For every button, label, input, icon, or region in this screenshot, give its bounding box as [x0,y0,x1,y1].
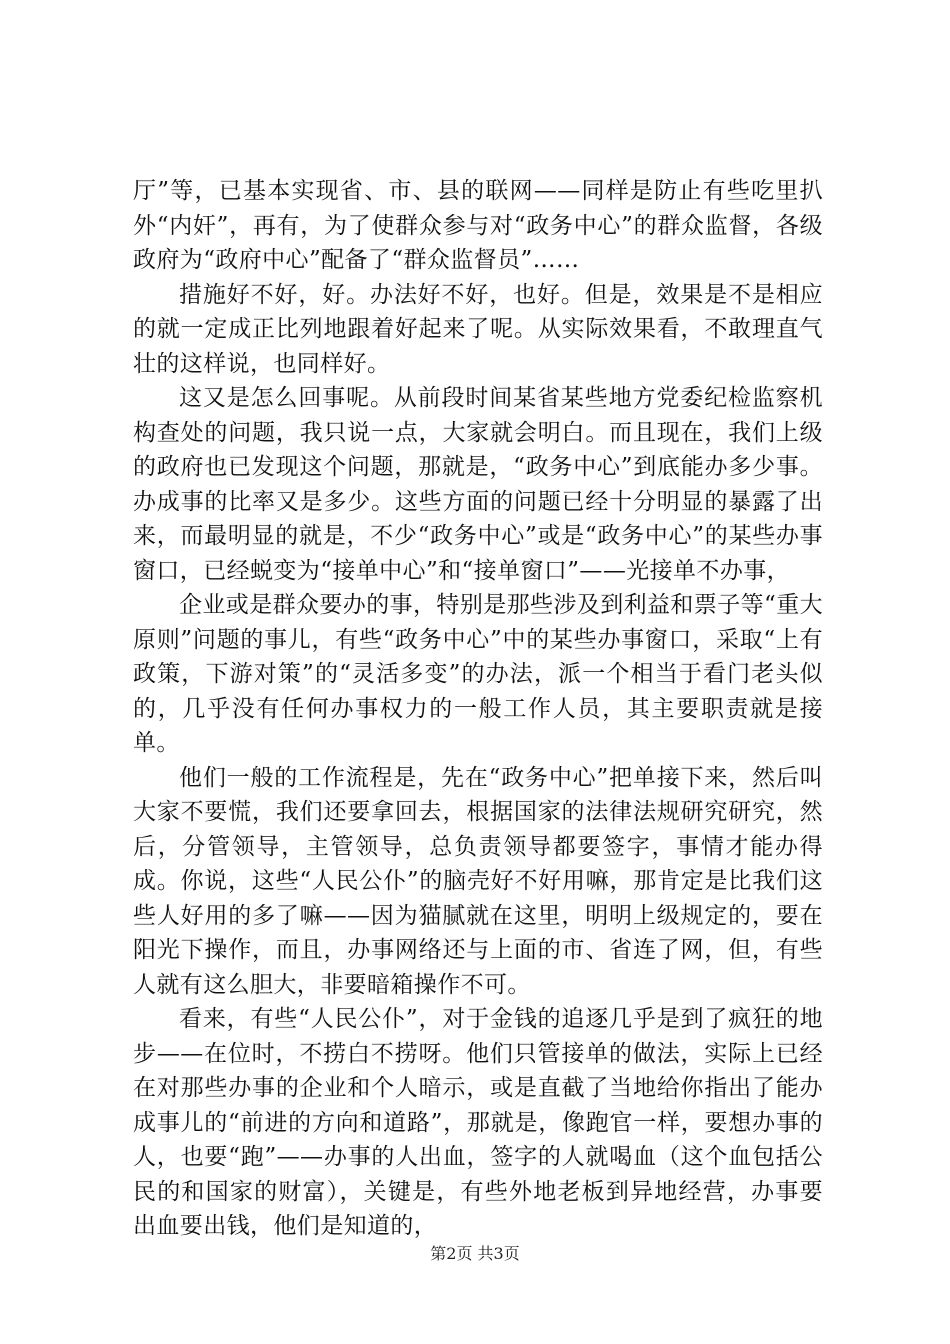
paragraph-5: 他们一般的工作流程是，先在“政务中心”把单接下来，然后叫大家不要慌，我们还要拿回去，根据国家的法律法规研究研究，然后，分管领导，主管领导，总负责领导都要签字，事情才能办得成。你说，这些“人民公仆”的脑壳好不好用嘛，那肯定是比我们这些人好用的多了嘛——因为猫腻就在这里，明明上级规定的，要在阳光下操作，而且，办事网络还与上面的市、省连了网，但，有些人就有这么胆大，非要暗箱操作不可。 [133,764,823,998]
paragraph-4: 企业或是群众要办的事，特别是那些涉及到利益和票子等“重大原则”问题的事儿，有些“政务中心”中的某些办事窗口，采取“上有政策，下游对策”的“灵活多变”的办法，派一个相当于看门老头似的，几乎没有任何办事权力的一般工作人员，其主要职责就是接单。 [133,592,823,756]
paragraph-3: 这又是怎么回事呢。从前段时间某省某些地方党委纪检监察机构查处的问题，我只说一点，大家就会明白。而且现在，我们上级的政府也已发现这个问题，那就是，“政务中心”到底能办多少事。办成事的比率又是多少。这些方面的问题已经十分明显的暴露了出来，而最明显的就是，不少“政务中心”或是“政务中心”的某些办事窗口，已经蜕变为“接单中心”和“接单窗口”——光接单不办事， [133,385,823,584]
paragraph-2: 措施好不好，好。办法好不好，也好。但是，效果是不是相应的就一定成正比列地跟着好起来了呢。从实际效果看，不敢理直气壮的这样说，也同样好。 [133,281,823,377]
page-footer: 第2页 共3页 [430,1244,520,1263]
paragraph-6: 看来，有些“人民公仆”，对于金钱的追逐几乎是到了疯狂的地步——在位时，不捞白不捞呀。他们只管接单的做法，实际上已经在对那些办事的企业和个人暗示，或是直截了当地给你指出了能办成事儿的“前进的方向和道路”，那就是，像跑官一样，要想办事的人，也要“跑”——办事的人出血，签字的人就喝血（这个血包括公民的和国家的财富），关键是，有些外地老板到异地经营，办事要出血要出钱，他们是知道的， [133,1006,823,1239]
document-body [133,174,823,1244]
paragraph-1: 厅”等，已基本实现省、市、县的联网——同样是防止有些吃里扒外“内奸”，再有，为了使群众参与对“政务中心”的群众监督，各级政府为“政府中心”配备了“群众监督员”…… [133,178,823,273]
